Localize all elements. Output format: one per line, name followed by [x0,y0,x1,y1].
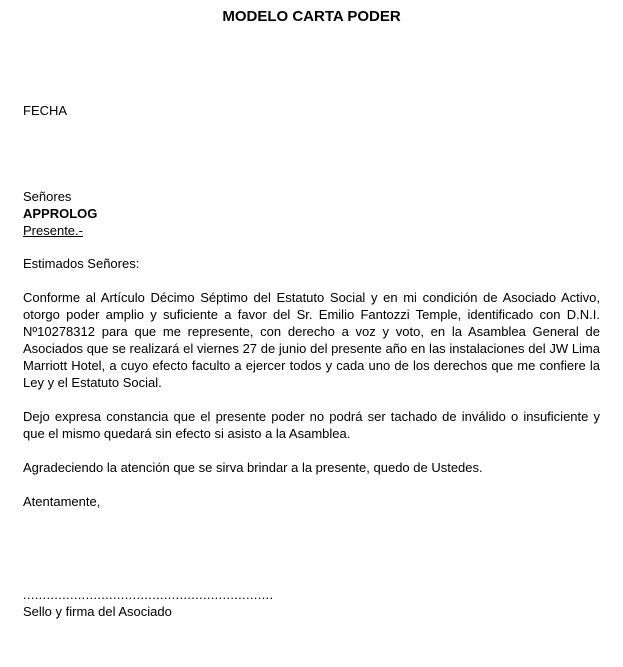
body-paragraph-3: Agradeciendo la atención que se sirva brindar a la presente, quedo de Ustedes. [23,460,483,475]
body-paragraph-2: Dejo expresa constancia que el presente poder no podrá ser tachado de inválido o insuficiente y que el mismo quedará sin efecto si asisto a la Asamblea. [23,409,600,441]
recipient-organization: APPROLOG [23,206,98,221]
recipient-block [23,188,600,239]
greeting-line: Estimados Señores: [23,256,140,271]
closing-line: Atentamente, [23,494,101,509]
recipient-presence-line: Presente.- [23,223,83,238]
body-paragraph-1: Conforme al Artículo Décimo Séptimo del Estatuto Social y en mi condición de Asociado Activo, otorgo poder amplio y suficiente a favor del Sr. Emilio Fantozzi Temple, identificado con D.N.I. Nº10278312 para que me represente, con derecho a voz y voto, en la Asamblea General de Asociados que se realizará el viernes 27 de junio del presente año en las instalaciones del JW Lima Marriott Hotel, a cuyo efecto faculto a ejercer todos y cada uno de los derechos que me confiere la Ley y el Estatuto Social. [23,290,600,390]
signature-dotted-line: ................................................................ [23,587,274,602]
recipient-salutation: Señores [23,189,72,204]
signature-label: Sello y firma del Asociado [23,604,172,619]
signature-block [23,586,600,620]
document-title: MODELO CARTA PODER [222,8,401,25]
date-placeholder: FECHA [23,103,68,118]
